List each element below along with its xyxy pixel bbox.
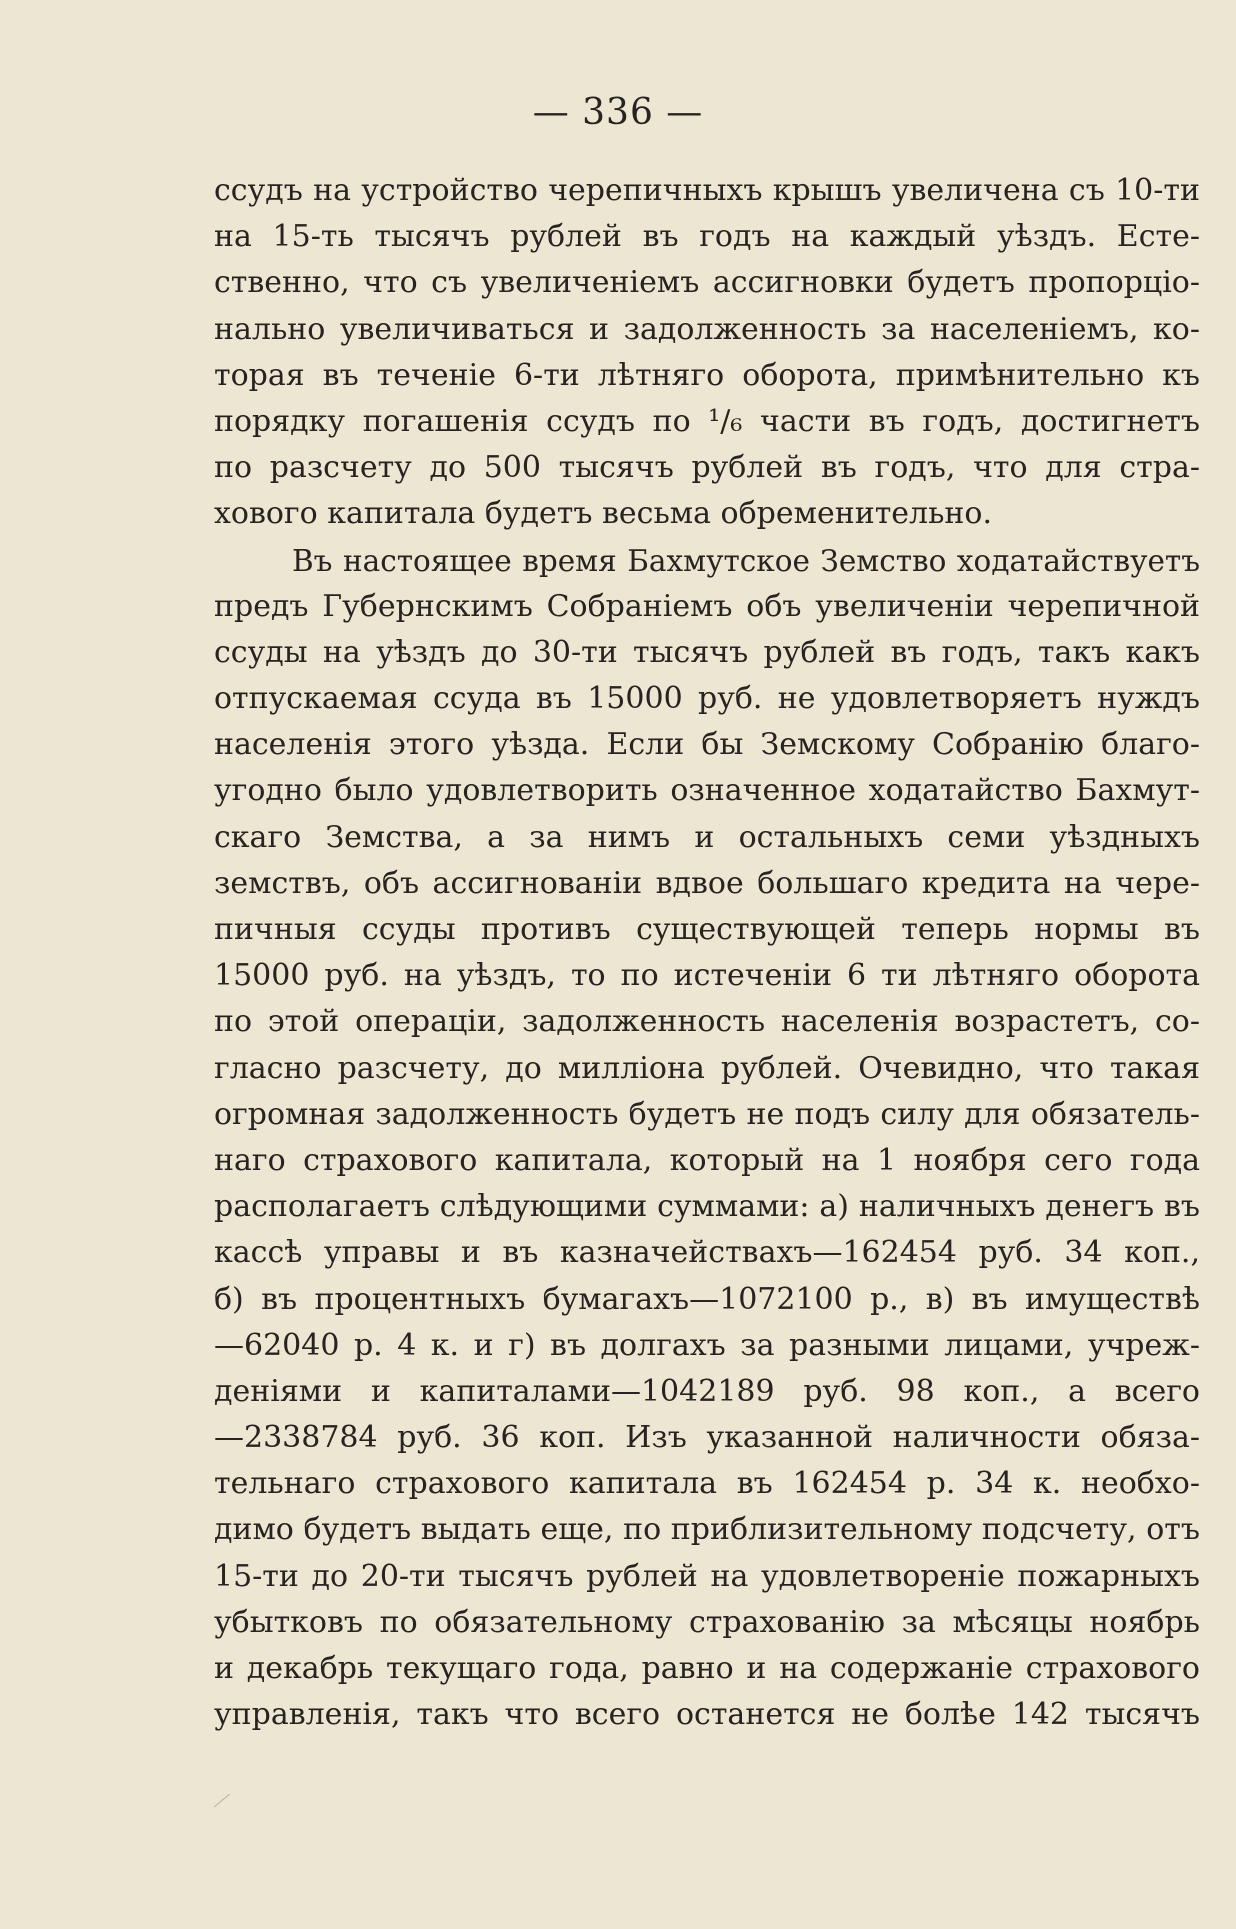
text-line: хового капитала будетъ весьма обременительно. — [214, 496, 993, 532]
text-line: гласно разсчету, до милліона рублей. Очевидно, что такая — [214, 1050, 1200, 1086]
text-line: убытковъ по обязательному страхованію за мѣсяцы ноябрь — [214, 1604, 1200, 1640]
text-line: торая въ теченіе 6-ти лѣтняго оборота, примѣнительно къ — [214, 357, 1200, 393]
paragraph-1 — [214, 168, 1200, 538]
text-line: тельнаго страхового капитала въ 162454 р. 34 к. необхо- — [214, 1466, 1200, 1502]
text-line: —62040 р. 4 к. и г) въ долгахъ за разными лицами, учреж- — [214, 1327, 1200, 1363]
text-line: 15000 руб. на уѣздъ, то по истеченіи 6 ти лѣтняго оборота — [214, 958, 1200, 994]
text-line: на 15-ть тысячъ рублей въ годъ на каждый уѣздъ. Есте- — [214, 219, 1200, 255]
text-line: Въ настоящее время Бахмутское Земство ходатайствуетъ — [292, 543, 1200, 578]
body-text — [214, 168, 1200, 1738]
text-line: располагаетъ слѣдующими суммами: а) наличныхъ денегъ въ — [214, 1189, 1200, 1225]
text-line: порядку погашенія ссудъ по ¹/₆ части въ годъ, достигнетъ — [214, 403, 1200, 439]
text-line: деніями и капиталами—1042189 руб. 98 коп., а всего — [214, 1373, 1200, 1409]
text-line: управленія, такъ что всего останется не болѣе 142 тысячъ — [214, 1697, 1200, 1733]
text-line: ссудъ на устройство черепичныхъ крышъ увеличена съ 10-ти — [214, 173, 1200, 208]
text-line: кассѣ управы и въ казначействахъ—162454 руб. 34 коп., — [214, 1235, 1200, 1271]
text-line: б) въ процентныхъ бумагахъ—1072100 р., в) въ имуществѣ — [214, 1281, 1200, 1317]
paper-scratch-mark — [214, 1794, 230, 1808]
text-line: —2338784 руб. 36 коп. Изъ указанной наличности обяза- — [214, 1420, 1200, 1456]
text-line: пичныя ссуды противъ существующей теперь нормы въ — [214, 912, 1200, 947]
text-line: отпускаемая ссуда въ 15000 руб. не удовлетворяетъ нуждъ — [214, 681, 1200, 717]
text-line: наго страхового капитала, который на 1 ноября сего года — [214, 1142, 1200, 1178]
text-line: земствъ, объ ассигнованіи вдвое большаго кредита на чере- — [214, 865, 1200, 901]
page-number: — 336 — — [532, 92, 704, 133]
text-line: ссуды на уѣздъ до 30-ти тысячъ рублей въ годъ, такъ какъ — [214, 634, 1200, 670]
text-line: димо будетъ выдать еще, по приблизительному подсчету, отъ — [214, 1512, 1200, 1548]
text-line: 15-ти до 20-ти тысячъ рублей на удовлетвореніе пожарныхъ — [214, 1558, 1200, 1594]
paragraph-2 — [214, 538, 1200, 1739]
text-line: по этой операціи, задолженность населенія возрастетъ, со- — [214, 1004, 1200, 1040]
text-line: населенія этого уѣзда. Если бы Земскому Собранію благо- — [214, 727, 1200, 763]
text-line: угодно было удовлетворить означенное ходатайство Бахмут- — [214, 773, 1200, 809]
text-line: огромная задолженность будетъ не подъ силу для обязатель- — [214, 1096, 1200, 1132]
text-line: по разсчету до 500 тысячъ рублей въ годъ, что для стра- — [214, 450, 1200, 486]
text-line: скаго Земства, а за нимъ и остальныхъ семи уѣздныхъ — [214, 819, 1200, 855]
text-line: и декабрь текущаго года, равно и на содержаніе страхового — [214, 1651, 1200, 1686]
text-line: ственно, что съ увеличеніемъ ассигновки будетъ пропорціо- — [214, 265, 1200, 301]
text-line: предъ Губернскимъ Собраніемъ объ увеличеніи черепичной — [214, 588, 1200, 624]
text-line: нально увеличиваться и задолженность за населеніемъ, ко- — [214, 311, 1200, 347]
